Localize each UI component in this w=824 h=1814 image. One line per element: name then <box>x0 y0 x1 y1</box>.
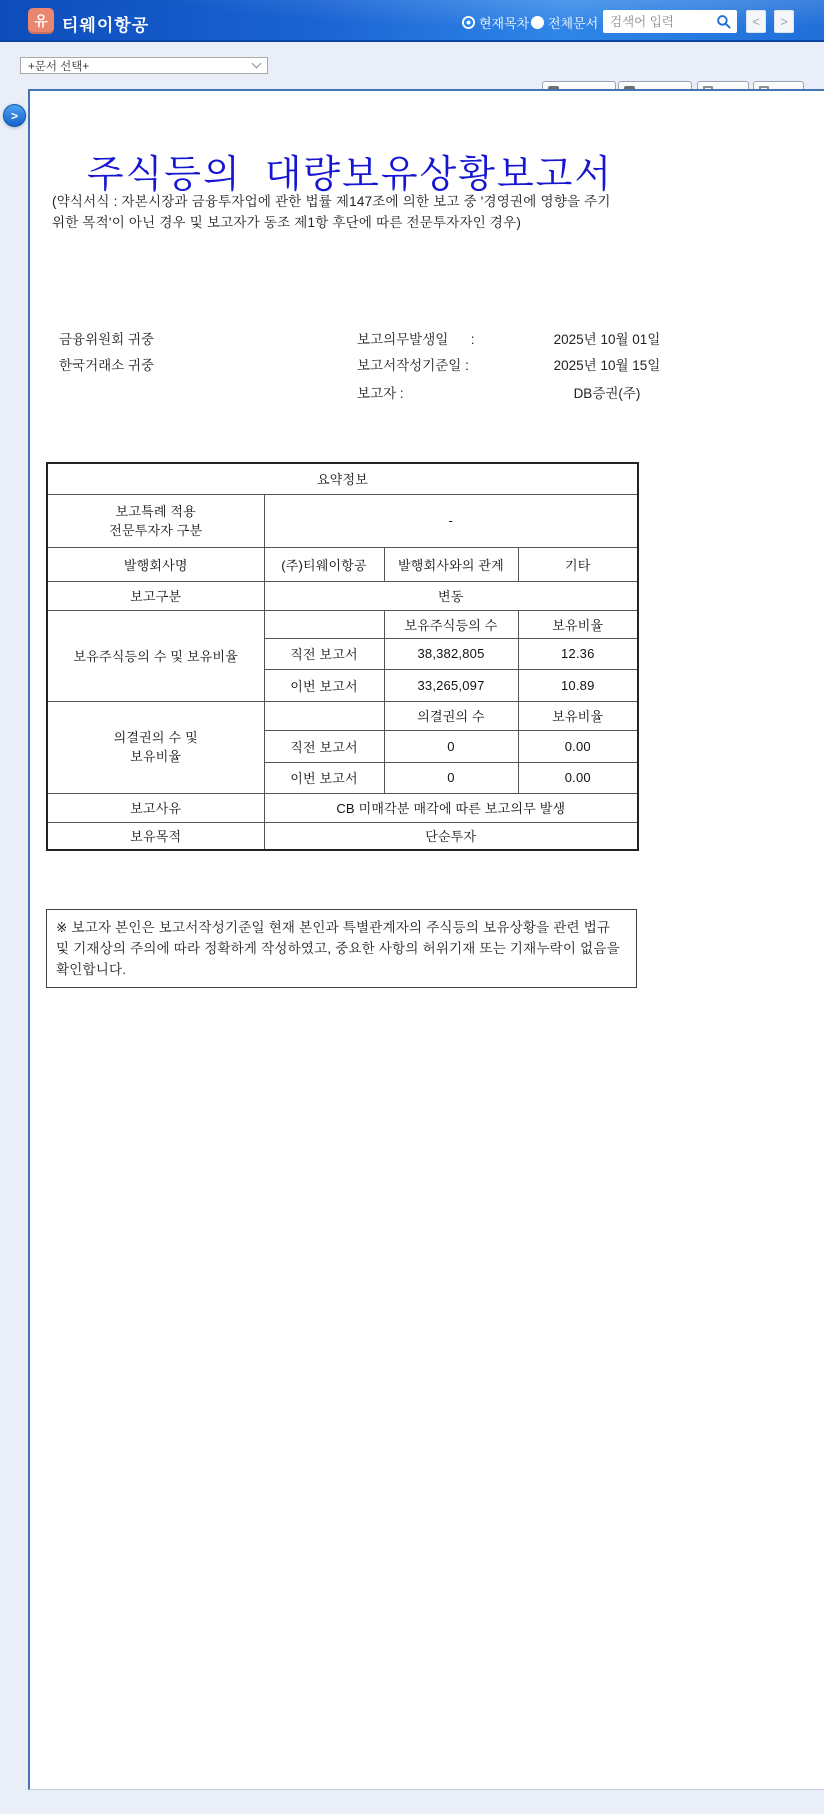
search-icon[interactable] <box>716 14 732 30</box>
purpose-value: 단순투자 <box>264 822 638 850</box>
report-type-label: 보고구분 <box>47 581 264 610</box>
radio-current-toc-button[interactable] <box>462 16 475 29</box>
voting-prev-count: 0 <box>384 730 518 762</box>
company-title: 티웨이항공 <box>62 16 150 35</box>
special-report-label <box>47 494 264 547</box>
empty-cell <box>264 701 384 730</box>
summary-table <box>46 462 639 851</box>
ratio-header: 보유비율 <box>518 610 638 638</box>
company-logo-icon: 유 <box>28 8 54 34</box>
meta-value: DB증권(주) <box>573 386 641 401</box>
cell-line: 의결권의 수 및 <box>113 730 198 745</box>
chevron-down-icon <box>252 59 262 69</box>
voting-count-header: 의결권의 수 <box>384 701 518 730</box>
special-report-value: - <box>264 494 638 547</box>
voting-curr-count: 0 <box>384 762 518 793</box>
addressee-krx: 한국거래소 귀중 <box>59 358 155 373</box>
top-header <box>0 0 824 42</box>
empty-cell <box>264 610 384 638</box>
report-title: 주식등의 대량보유상황보고서 <box>86 154 614 196</box>
voting-curr-ratio: 0.00 <box>518 762 638 793</box>
relation-label: 발행회사와의 관계 <box>384 547 518 581</box>
voting-prev-ratio: 0.00 <box>518 730 638 762</box>
cell-line: 보고특례 적용 <box>115 503 196 519</box>
reason-label: 보고사유 <box>47 793 264 822</box>
issuer-label: 발행회사명 <box>47 547 264 581</box>
sidebar-toggle-button[interactable]: > <box>3 104 26 127</box>
radio-full-document-label: 전체문서 <box>548 16 599 31</box>
shares-count-header: 보유주식등의 수 <box>384 610 518 638</box>
search-next-button[interactable]: > <box>774 10 794 33</box>
radio-full-document-button[interactable] <box>531 16 544 29</box>
search-prev-button[interactable]: < <box>746 10 766 33</box>
document-select-dropdown[interactable] <box>20 57 268 74</box>
relation-value: 기타 <box>518 547 638 581</box>
search-input[interactable] <box>610 12 716 31</box>
voting-ratio-header: 보유비율 <box>518 701 638 730</box>
purpose-label: 보유목적 <box>47 822 264 850</box>
report-subtitle: (약식서식 : 자본시장과 금융투자업에 관한 법률 제147조에 의한 보고 중 '경영권에 영향을 주기 위한 목적'이 아닌 경우 및 보고자가 동조 제1항 후단에 따른 전문투자자인 경우) <box>52 194 611 230</box>
issuer-value: (주)티웨이항공 <box>264 547 384 581</box>
report-type-value: 변동 <box>264 581 638 610</box>
reason-value: CB 미매각분 매각에 따른 보고의무 발생 <box>264 793 638 822</box>
search-box <box>603 10 737 33</box>
meta-value: 2025년 10월 15일 <box>553 358 661 373</box>
shares-prev-count: 38,382,805 <box>384 638 518 669</box>
shares-prev-ratio: 12.36 <box>518 638 638 669</box>
document-viewer[interactable] <box>28 89 824 1790</box>
disclaimer-box: ※ 보고자 본인은 보고서작성기준일 현재 본인과 특별관계자의 주식등의 보유상황을 관련 법규 및 기재상의 주의에 따라 정확하게 작성하였고, 중요한 사항의 허위기재 또는 기재누락이 없음을 확인합니다. <box>46 909 637 988</box>
addressee-fsc: 금융위원회 귀중 <box>59 332 155 347</box>
meta-value: 2025년 10월 01일 <box>553 332 661 347</box>
meta-label: 보고자 : <box>357 386 404 401</box>
radio-current-toc-label: 현재목차 <box>479 16 530 31</box>
curr-report-label: 이번 보고서 <box>264 669 384 701</box>
meta-label: 보고서작성기준일 : <box>357 358 469 373</box>
summary-table-title: 요약정보 <box>47 463 638 494</box>
radio-current-toc[interactable] <box>462 13 529 32</box>
shares-section-label: 보유주식등의 수 및 보유비율 <box>47 610 264 701</box>
prev-report-label: 직전 보고서 <box>264 730 384 762</box>
prev-report-label: 직전 보고서 <box>264 638 384 669</box>
shares-curr-count: 33,265,097 <box>384 669 518 701</box>
shares-curr-ratio: 10.89 <box>518 669 638 701</box>
document-select-value: +문서 선택+ <box>28 60 90 73</box>
cell-line: 전문투자자 구분 <box>109 522 203 538</box>
voting-section-label <box>47 701 264 793</box>
meta-label: 보고의무발생일 : <box>357 332 475 347</box>
radio-full-document[interactable] <box>531 13 598 32</box>
curr-report-label: 이번 보고서 <box>264 762 384 793</box>
cell-line: 보유비율 <box>130 749 182 764</box>
